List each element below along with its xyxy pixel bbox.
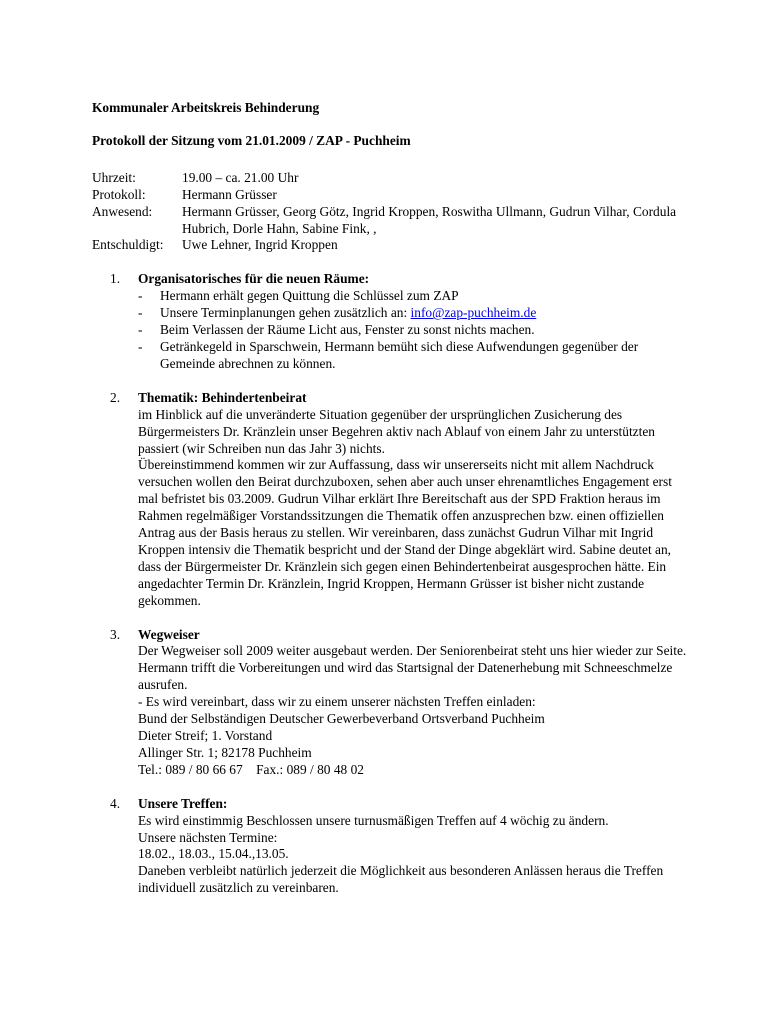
section-body: [138, 271, 692, 372]
text-line: Bund der Selbständigen Deutscher Gewerbeverband Ortsverband Puchheim: [138, 711, 545, 727]
protocol-label: Protokoll:: [92, 186, 146, 202]
paragraph: Daneben verbleibt natürlich jederzeit die Möglichkeit aus besonderen Anlässen heraus die Treffen individuell zusätzlich zu vereinbaren.: [138, 863, 664, 896]
text-line: Dieter Streif; 1. Vorstand: [138, 728, 273, 743]
section-heading: Unsere Treffen:: [138, 795, 228, 811]
paragraph: Der Wegweiser soll 2009 weiter ausgebaut werden. Der Seniorenbeirat steht uns hier wieder zur Seite. Hermann trifft die Vorbereitungen und wird das Startsignal der Datenerhebung mit Schneeschmelze ausrufen.: [138, 643, 687, 693]
section-organisation: [92, 271, 692, 372]
section-body: [138, 796, 692, 897]
list-item: [138, 305, 692, 322]
section-heading: Organisatorisches für die neuen Räume:: [138, 271, 370, 287]
text-line: Unsere nächsten Termine:: [138, 829, 278, 845]
meta-row-protocol: [92, 187, 692, 204]
present-label: Anwesend:: [92, 203, 153, 219]
email-link[interactable]: info@zap-puchheim.de: [410, 305, 537, 321]
text-line: 18.02., 18.03., 15.04.,13.05.: [138, 846, 289, 862]
text-line: - Es wird vereinbart, dass wir zu einem unserer nächsten Treffen einladen:: [138, 694, 536, 710]
section-heading: Wegweiser: [138, 626, 200, 642]
paragraph: Es wird einstimmig Beschlossen unsere turnusmäßigen Treffen auf 4 wöchig zu ändern.: [138, 812, 609, 828]
section-treffen: [92, 796, 692, 897]
paragraph: im Hinblick auf die unveränderte Situation gegenüber der ursprünglichen Zusicherung des Bürgermeisters Dr. Kränzlein unser Begehren aktiv nach Ablauf von einem Jahr zu unterstützten passiert (wir Schreiben nun das Jahr 3) nichts.: [138, 406, 655, 456]
paragraph: Übereinstimmend kommen wir zur Auffassung, dass wir unsererseits nicht mit allem Nachdruck versuchen wollen den Beirat durchzuboxen, sehen aber auch unser ehrenamtliches Engagement erst mal befristet bis 03.2009. Gudrun Vilhar erklärt Ihre Bereitschaft aus der SPD Fraktion heraus im Rahmen regelmäßiger Vorstandssitzungen die Thematik offen anzusprechen bzw. einen offiziellen Antrag aus der Basis heraus zu stellen. Wir vereinbaren, dass zunächst Gudrun Vilhar mit Ingrid Kroppen intensiv die Thematik bespricht und der Stand der Dinge abgeklärt wird. Sabine deutet an, dass der Bürgermeister Dr. Kränzlein sich gegen einen Behindertenbeirat ausgesprochen hätte. Ein angedachter Termin Dr. Kränzlein, Ingrid Kroppen, Hermann Grüsser ist bisher nicht zustande gekommen.: [138, 457, 672, 608]
meta-row-present: [92, 204, 692, 238]
bullet-text-prefix: Unsere Terminplanungen gehen zusätzlich an:: [160, 305, 411, 321]
section-number: 1.: [110, 271, 121, 287]
section-number: 4.: [110, 795, 121, 811]
dash-marker: -: [138, 305, 143, 321]
protocol-value: Hermann Grüsser: [182, 186, 277, 202]
section-behindertenbeirat: [92, 390, 692, 610]
excused-label: Entschuldigt:: [92, 237, 164, 253]
list-item: [138, 322, 692, 339]
time-label: Uhrzeit:: [92, 169, 136, 185]
section-body: [138, 390, 692, 610]
present-value: Hermann Grüsser, Georg Götz, Ingrid Kroppen, Roswitha Ullmann, Gudrun Vilhar, Cordula Hubrich, Dorle Hahn, Sabine Fink, ,: [182, 203, 677, 236]
dash-marker: -: [138, 288, 143, 304]
list-item: [138, 288, 692, 305]
bullet-text: [160, 305, 692, 322]
bullet-list: [138, 288, 692, 373]
document-subtitle: Protokoll der Sitzung vom 21.01.2009 / ZAP - Puchheim: [92, 132, 411, 148]
section-number: 2.: [110, 389, 121, 405]
bullet-text: Getränkegeld in Sparschwein, Hermann bemüht sich diese Aufwendungen gegenüber der Gemeinde abrechnen zu können.: [160, 338, 639, 371]
time-value: 19.00 – ca. 21.00 Uhr: [182, 169, 299, 185]
meta-block: [92, 170, 692, 255]
dash-marker: -: [138, 338, 143, 354]
list-item: [138, 339, 692, 373]
section-body: [138, 627, 692, 779]
section-number: 3.: [110, 626, 121, 642]
section-heading: Thematik: Behindertenbeirat: [138, 389, 307, 405]
meta-row-time: [92, 170, 692, 187]
excused-value: Uwe Lehner, Ingrid Kroppen: [182, 237, 338, 253]
meta-row-excused: [92, 237, 692, 254]
dash-marker: -: [138, 322, 143, 338]
document-title: Kommunaler Arbeitskreis Behinderung: [92, 100, 320, 115]
contact-line: Tel.: 089 / 80 66 67 Fax.: 089 / 80 48 02: [138, 761, 364, 777]
bullet-text: Beim Verlassen der Räume Licht aus, Fenster zu sonst nichts machen.: [160, 322, 535, 338]
bullet-text: Hermann erhält gegen Quittung die Schlüssel zum ZAP: [160, 288, 459, 304]
text-line: Allinger Str. 1; 82178 Puchheim: [138, 744, 312, 760]
section-wegweiser: [92, 627, 692, 779]
document-page: [92, 100, 692, 914]
sections: [92, 271, 692, 897]
